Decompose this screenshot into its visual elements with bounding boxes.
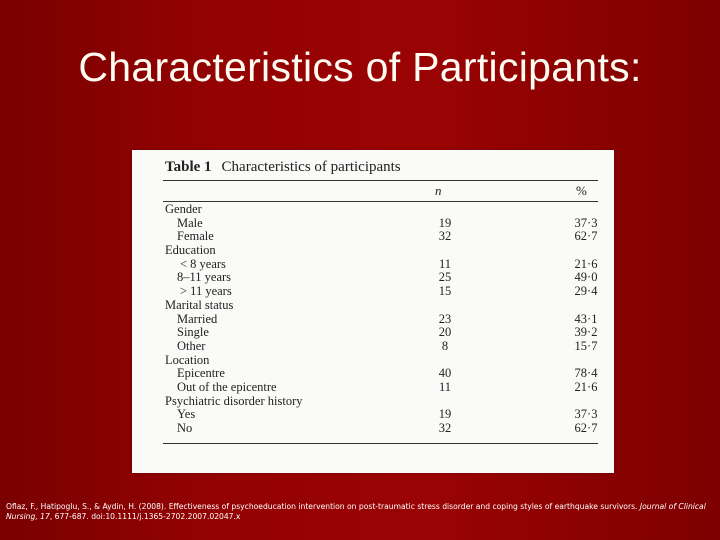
- row-percent: 15·7: [574, 338, 598, 353]
- table-bottom-rule: [163, 443, 598, 444]
- table-section-header: [165, 203, 605, 217]
- table-row: [165, 340, 605, 354]
- table-row: [165, 381, 605, 395]
- row-count: 19: [438, 407, 452, 422]
- row-label: Female: [177, 229, 214, 244]
- table-section-header: [165, 299, 605, 313]
- row-count: 25: [438, 270, 452, 285]
- row-count: 11: [438, 379, 452, 394]
- row-label: < 8 years: [180, 256, 226, 271]
- table-section-header: [165, 244, 605, 258]
- row-percent: 39·2: [574, 325, 598, 340]
- row-label: Education: [165, 243, 216, 258]
- table-section-header: [165, 354, 605, 368]
- row-percent: 49·0: [574, 270, 598, 285]
- table-row: [165, 285, 605, 299]
- row-label: Yes: [177, 407, 196, 422]
- row-count: 32: [438, 229, 452, 244]
- column-header-percent: %: [576, 183, 587, 198]
- row-percent: 37·3: [574, 407, 598, 422]
- row-label: Out of the epicentre: [177, 379, 277, 394]
- citation-authors: Oflaz, F., Hatipoglu, S., & Aydin, H. (2008). Effectiveness of psychoeducation intervention on post-traumatic stress disorder and coping styles of earthquake survivors.: [6, 502, 640, 511]
- row-label: Other: [177, 338, 206, 353]
- table-row: [165, 326, 605, 340]
- citation-journal: Journal of Clinical Nursing, 17: [6, 502, 706, 521]
- table-row: [165, 230, 605, 244]
- row-label: Marital status: [165, 297, 234, 312]
- row-label: 8–11 years: [177, 270, 232, 285]
- row-label: Epicentre: [177, 366, 225, 381]
- row-label: Psychiatric disorder history: [165, 393, 303, 408]
- reference-citation: [6, 502, 716, 522]
- table-caption: [165, 159, 401, 176]
- row-label: > 11 years: [180, 284, 232, 299]
- row-percent: 29·4: [574, 284, 598, 299]
- row-label: Location: [165, 352, 210, 367]
- row-count: 15: [438, 284, 452, 299]
- citation-details: , 677-687. doi:10.1111/j.1365-2702.2007.02047.x: [49, 512, 241, 521]
- row-count: 23: [438, 311, 452, 326]
- row-label: No: [177, 421, 193, 435]
- row-percent: 21·6: [574, 379, 598, 394]
- row-count: 40: [438, 366, 452, 381]
- table-caption-number: Table 1: [165, 159, 212, 175]
- table-row: [165, 313, 605, 327]
- slide-title: Characteristics of Participants:: [78, 44, 642, 90]
- row-percent: 43·1: [574, 311, 598, 326]
- row-count: 11: [438, 256, 452, 271]
- row-percent: 37·3: [574, 215, 598, 230]
- table-row: [165, 258, 605, 272]
- table-row: [165, 408, 605, 422]
- table-row: [165, 422, 605, 436]
- table-top-rule: [163, 180, 598, 181]
- table-row: [165, 217, 605, 231]
- row-label: Gender: [165, 202, 202, 216]
- table-row: [165, 367, 605, 381]
- table-caption-text: Characteristics of participants: [221, 159, 401, 175]
- table-section-header: [165, 395, 605, 409]
- table-header-rule: [163, 201, 598, 202]
- row-label: Single: [177, 325, 209, 340]
- row-label: Male: [177, 215, 203, 230]
- row-count: 20: [438, 325, 452, 340]
- row-count: 19: [438, 215, 452, 230]
- row-count: 32: [438, 421, 452, 435]
- row-percent: 78·4: [574, 366, 598, 381]
- row-count: 8: [441, 338, 449, 353]
- row-label: Married: [177, 311, 218, 326]
- table-body: [165, 203, 605, 436]
- row-percent: 62·7: [574, 421, 598, 435]
- column-header-n: n: [435, 183, 442, 198]
- table-row: [165, 271, 605, 285]
- row-percent: 62·7: [574, 229, 598, 244]
- row-percent: 21·6: [574, 256, 598, 271]
- participants-table: [132, 150, 614, 473]
